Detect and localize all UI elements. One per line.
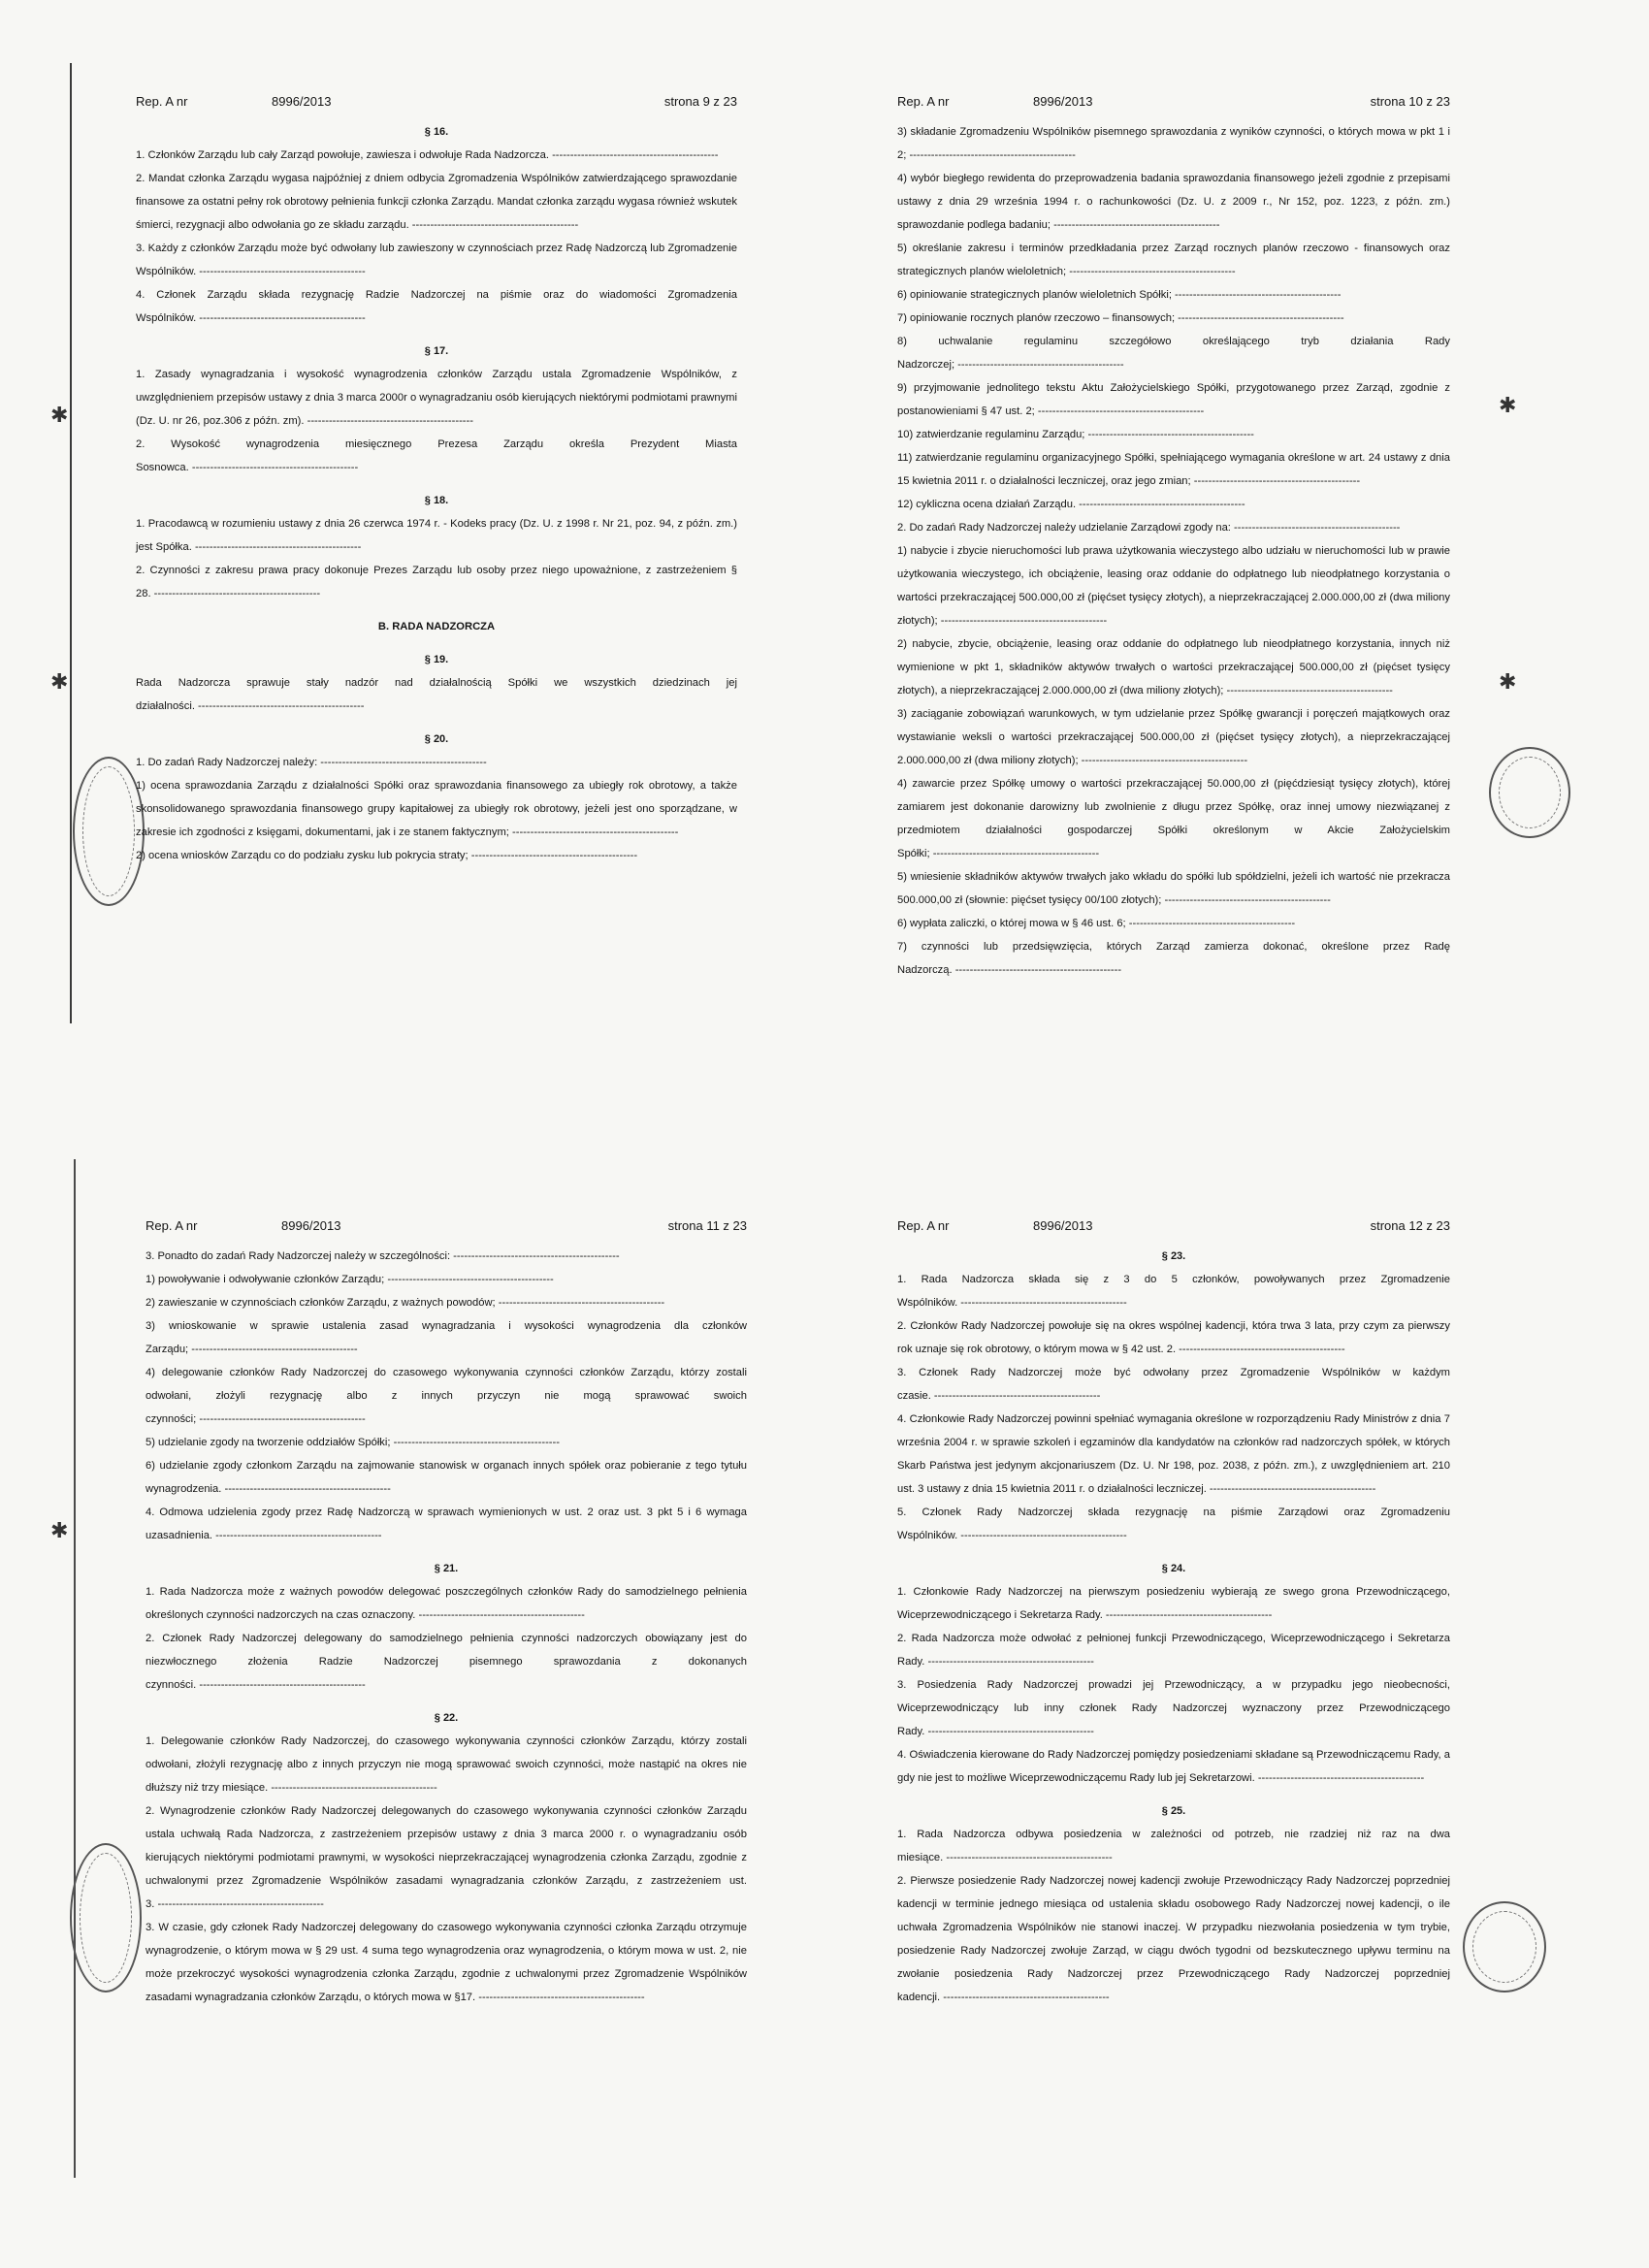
paragraph: 3) zaciąganie zobowiązań warunkowych, w tym udzielanie przez Spółkę gwarancji i poręczeń majątkowych oraz wystawianie weksli o wartości przekraczającej 500.000,00 zł (pięćset tysięcy złotych), a nieprzekraczającej 2.000.000,00 zł (dwa miliony złotych); ----- [897, 702, 1450, 772]
paragraph: 3. Każdy z członków Zarządu może być odwołany lub zawieszony w czynnościach przez Radę Nadzorczą lub Zgromadzenie Wspólników. ----- [136, 237, 737, 283]
section-heading: § 16. [424, 126, 449, 138]
header-rep-number: 8996/2013 [272, 94, 332, 109]
paragraph: 1. Członków Zarządu lub cały Zarząd powołuje, zawiesza i odwołuje Rada Nadzorcza. ----- [136, 144, 737, 167]
paragraph: 2. Rada Nadzorcza może odwołać z pełnionej funkcji Przewodniczącego, Wiceprzewodniczącego i Sekretarza Rady. ----- [897, 1627, 1450, 1673]
paragraph: 2) ocena wniosków Zarządu co do podziału zysku lub pokrycia straty; ----- [136, 844, 737, 867]
header-rep-number: 8996/2013 [281, 1218, 341, 1233]
document-page-12 [897, 1217, 1450, 2009]
chapter-title: B. RADA NADZORCZA [377, 621, 496, 632]
section-heading: § 25. [1161, 1805, 1186, 1817]
paragraph: 8) uchwalanie regulaminu szczegółowo określającego tryb działania Rady Nadzorczej; ----- [897, 330, 1450, 376]
punch-mark-4: ✱ [1499, 393, 1517, 417]
section-heading: § 18. [424, 495, 449, 506]
paragraph: 2. Pierwsze posiedzenie Rady Nadzorczej nowej kadencji zwołuje Przewodniczący Rady Nadzorczej poprzedniej kadencji w terminie jednego miesiąca od ustalenia składu osobowego Rady Nadzorczej nowej kadencji, o ile uchwała Zgromadzenia Wspólników nie stanowi inaczej. W przypadku niezwołania posiedzenia w tym trybie, posiedzenie Rady Nadzorczej zwołuje Zarząd, w ciągu dwóch tygodni od bezskutecznego upływu terminu na zwołanie posiedzenia Rady Nadzorczej przez Przewodniczącego Rady Nadzorczej poprzedniej kadencji. ----- [897, 1869, 1450, 2009]
paragraph: 4) delegowanie członków Rady Nadzorczej do czasowego wykonywania czynności członków Zarządu, którzy zostali odwołani, złożyli rezygnację albo z innych przyczyn nie mogą sprawować swoich czynności; ----- [146, 1361, 747, 1431]
paragraph: 6) udzielanie zgody członkom Zarządu na zajmowanie stanowisk w organach innych spółek oraz pobieranie z tego tytułu wynagrodzenia. ----- [146, 1454, 747, 1501]
binding-line-bottom [74, 1159, 76, 2178]
header-page-number: strona 9 z 23 [663, 94, 737, 109]
header-page-number: strona 12 z 23 [1370, 1218, 1450, 1233]
paragraph: 1) ocena sprawozdania Zarządu z działalności Spółki oraz sprawozdania finansowego za ubiegły rok obrotowy, a także skonsolidowanego sprawozdania finansowego grupy kapitałowej za ubiegły rok obrotowy, jeżeli jest ono sporządzane, w zakresie ich zgodności z księgami, dokumentami, jak i ze stanem faktycznym; ----- [136, 774, 737, 844]
paragraph: 2) zawieszanie w czynnościach członków Zarządu, z ważnych powodów; ----- [146, 1291, 747, 1314]
section-heading: § 23. [1161, 1250, 1186, 1262]
paragraph: 11) zatwierdzanie regulaminu organizacyjnego Spółki, spełniającego wymagania określone w art. 24 ustawy z dnia 15 kwietnia 2011 r. o działalności leczniczej, oraz jego zmian; ----- [897, 446, 1450, 493]
paragraph: 2. Członków Rady Nadzorczej powołuje się na okres wspólnej kadencji, która trwa 3 lata, przy czym za pierwszy rok uznaje się rok obrotowy, o którym mowa w § 42 ust. 2. ----- [897, 1314, 1450, 1361]
paragraph: 4. Oświadczenia kierowane do Rady Nadzorczej pomiędzy posiedzeniami składane są Przewodniczącemu Rady, a gdy nie jest to możliwe Wiceprzewodniczącemu Rady lub jej Sekretarzowi. ----- [897, 1743, 1450, 1790]
header-page-number: strona 11 z 23 [667, 1218, 747, 1233]
section-heading: § 20. [424, 733, 449, 745]
paragraph: 1) nabycie i zbycie nieruchomości lub prawa użytkowania wieczystego albo udziału w nieruchomości lub w prawie użytkowania wieczystego, ich obciążenie, leasing oraz oddanie do odpłatnego lub nieodpłatnego korzystania o wartości przekraczającej 500.000,00 zł (pięćset tysięcy złotych), a nieprzekraczającej 2.000.000,00 zł (dwa miliony złotych); ----- [897, 539, 1450, 632]
paragraph: 1) powoływanie i odwoływanie członków Zarządu; ----- [146, 1268, 747, 1291]
paragraph: 2. Do zadań Rady Nadzorczej należy udzielanie Zarządowi zgody na: ----- [897, 516, 1450, 539]
paragraph: 9) przyjmowanie jednolitego tekstu Aktu Założycielskiego Spółki, przygotowanego przez Zarząd, zgodnie z postanowieniami § 47 ust. 2; ----- [897, 376, 1450, 423]
paragraph: 3. Ponadto do zadań Rady Nadzorczej należy w szczególności: ----- [146, 1245, 747, 1268]
paragraph: 3) składanie Zgromadzeniu Wspólników pisemnego sprawozdania z wyników czynności, o których mowa w pkt 1 i 2; ----- [897, 120, 1450, 167]
paragraph: 10) zatwierdzanie regulaminu Zarządu; ----- [897, 423, 1450, 446]
section-heading: § 24. [1161, 1563, 1186, 1574]
page-header [897, 1217, 1450, 1235]
paragraph: 6) opiniowanie strategicznych planów wieloletnich Spółki; ----- [897, 283, 1450, 307]
punch-mark-5: ✱ [1499, 669, 1517, 694]
paragraph: 4) wybór biegłego rewidenta do przeprowadzenia badania sprawozdania finansowego jeżeli zgodnie z przepisami ustawy z dnia 29 września 1994 r. o rachunkowości (Dz. U. z 2009 r., Nr 152, poz. 1223, z późn. zm.) sprawozdanie podlega badaniu; ----- [897, 167, 1450, 237]
document-page-10 [897, 93, 1450, 982]
header-rep-number: 8996/2013 [1033, 1218, 1093, 1233]
paragraph: 4. Członkowie Rady Nadzorczej powinni spełniać wymagania określone w rozporządzeniu Rady Ministrów z dnia 7 września 2004 r. w sprawie szkoleń i egzaminów dla kandydatów na członków rad nadzorczych spółek, w których Skarb Państwa jest jedynym akcjonariuszem (Dz. U. Nr 198, poz. 2038, z późn. zm.), z uwzględnieniem art. 210 ust. 3 ustawy z dnia 15 kwietnia 2011 r. o działalności leczniczej. ----- [897, 1408, 1450, 1501]
header-page-number: strona 10 z 23 [1370, 94, 1450, 109]
punch-mark-3: ✱ [50, 1518, 69, 1542]
stamp-left-bottom [70, 1843, 142, 1993]
paragraph: 5) określanie zakresu i terminów przedkładania przez Zarząd rocznych planów rzeczowo - finansowych oraz strategicznych planów wieloletnich; ----- [897, 237, 1450, 283]
punch-mark-2: ✱ [50, 669, 69, 694]
paragraph: 1. Zasady wynagradzania i wysokość wynagrodzenia członków Zarządu ustala Zgromadzenie Wspólników, z uwzględnieniem przepisów ustawy z dnia 3 marca 2000r o wynagradzaniu osób kierujących niektórymi podmiotami prawnymi (Dz. U. nr 26, poz.306 z późn. zm). ----- [136, 363, 737, 433]
page-header [136, 93, 737, 111]
paragraph: 2. Wynagrodzenie członków Rady Nadzorczej delegowanych do czasowego wykonywania czynności członków Zarządu ustala uchwałą Rada Nadzorcza, z zastrzeżeniem przepisów ustawy z dnia 3 marca 2000 r. o wynagradzaniu osób kierujących niektórymi podmiotami prawnymi, w wysokości nieprzekraczającej wynagrodzenia członka Zarządu, zgodnie z uchwalonymi przez Zgromadzenie Wspólników zasadami wynagradzania członków Zarządu, z zastrzeżeniem ust. 3. ----- [146, 1799, 747, 1916]
paragraph: 3) wnioskowanie w sprawie ustalenia zasad wynagradzania i wysokości wynagrodzenia dla członków Zarządu; ----- [146, 1314, 747, 1361]
paragraph: 5. Członek Rady Nadzorczej składa rezygnację na piśmie Zarządowi oraz Zgromadzeniu Wspólników. ----- [897, 1501, 1450, 1547]
document-page-9 [136, 93, 737, 867]
paragraph: 1. Delegowanie członków Rady Nadzorczej, do czasowego wykonywania czynności członków Zarządu, którzy zostali odwołani, złożyli rezygnację albo z innych przyczyn nie mogą sprawować swoich czynności, może nastąpić na okres nie dłuższy niż trzy miesiące. ----- [146, 1730, 747, 1799]
paragraph: 3. Posiedzenia Rady Nadzorczej prowadzi jej Przewodniczący, a w przypadku jego nieobecności, Wiceprzewodniczący lub inny członek Rady Nadzorczej wyznaczony przez Przewodniczącego Rady. ----- [897, 1673, 1450, 1743]
paragraph: 3. Członek Rady Nadzorczej może być odwołany przez Zgromadzenie Wspólników w każdym czasie. ----- [897, 1361, 1450, 1408]
paragraph: 5) wniesienie składników aktywów trwałych jako wkładu do spółki lub spółdzielni, jeżeli ich wartość nie przekracza 500.000,00 zł (słownie: pięćset tysięcy 00/100 złotych); ----- [897, 865, 1450, 912]
paragraph: 12) cykliczna ocena działań Zarządu. ----- [897, 493, 1450, 516]
header-rep-label: Rep. A nr [136, 94, 188, 109]
header-rep-label: Rep. A nr [146, 1218, 198, 1233]
page-header [146, 1217, 747, 1235]
stamp-left-top [73, 757, 145, 906]
stamp-right-top [1489, 747, 1570, 838]
stamp-right-bottom [1463, 1901, 1546, 1993]
punch-mark-1: ✱ [50, 403, 69, 427]
paragraph: 2. Czynności z zakresu prawa pracy dokonuje Prezes Zarządu lub osoby przez niego upoważnione, z zastrzeżeniem § 28. ----- [136, 559, 737, 605]
paragraph: 4. Członek Zarządu składa rezygnację Radzie Nadzorczej na piśmie oraz do wiadomości Zgromadzenia Wspólników. ----- [136, 283, 737, 330]
paragraph: 7) opiniowanie rocznych planów rzeczowo – finansowych; ----- [897, 307, 1450, 330]
header-rep-label: Rep. A nr [897, 94, 950, 109]
paragraph: 4. Odmowa udzielenia zgody przez Radę Nadzorczą w sprawach wymienionych w ust. 2 oraz ust. 3 pkt 5 i 6 wymaga uzasadnienia. ----- [146, 1501, 747, 1547]
paragraph: 1. Rada Nadzorcza odbywa posiedzenia w zależności od potrzeb, nie rzadziej niż raz na dwa miesiące. ----- [897, 1823, 1450, 1869]
page-header [897, 93, 1450, 111]
paragraph: 3. W czasie, gdy członek Rady Nadzorczej delegowany do czasowego wykonywania czynności członka Zarządu otrzymuje wynagrodzenie, o którym mowa w § 29 ust. 4 suma tego wynagrodzenia oraz wynagrodzenia, o którym mowa w ust. 2, nie może przekroczyć wysokości wynagrodzenia członka Zarządu, zgodnie z uchwalonymi przez Zgromadzenie Wspólników zasadami wynagradzania członków Zarządu, o których mowa w §17. ----- [146, 1916, 747, 2009]
paragraph: 1. Rada Nadzorcza składa się z 3 do 5 członków, powoływanych przez Zgromadzenie Wspólników. ----- [897, 1268, 1450, 1314]
section-heading: § 17. [424, 345, 449, 357]
paragraph: Rada Nadzorcza sprawuje stały nadzór nad działalnością Spółki we wszystkich dziedzinach jej działalności. ----- [136, 671, 737, 718]
paragraph: 5) udzielanie zgody na tworzenie oddziałów Spółki; ----- [146, 1431, 747, 1454]
section-heading: § 19. [424, 654, 449, 665]
paragraph: 1. Do zadań Rady Nadzorczej należy: ----- [136, 751, 737, 774]
paragraph: 1. Członkowie Rady Nadzorczej na pierwszym posiedzeniu wybierają ze swego grona Przewodniczącego, Wiceprzewodniczącego i Sekretarza Rady. ----- [897, 1580, 1450, 1627]
paragraph: 2. Wysokość wynagrodzenia miesięcznego Prezesa Zarządu określa Prezydent Miasta Sosnowca. ----- [136, 433, 737, 479]
section-heading: § 22. [434, 1712, 459, 1724]
paragraph: 1. Pracodawcą w rozumieniu ustawy z dnia 26 czerwca 1974 r. - Kodeks pracy (Dz. U. z 1998 r. Nr 21, poz. 94, z późn. zm.) jest Spółka. ----- [136, 512, 737, 559]
paragraph: 7) czynności lub przedsięwzięcia, których Zarząd zamierza dokonać, określone przez Radę Nadzorczą. ----- [897, 935, 1450, 982]
paragraph: 1. Rada Nadzorcza może z ważnych powodów delegować poszczególnych członków Rady do samodzielnego pełnienia określonych czynności nadzorczych na czas oznaczony. ----- [146, 1580, 747, 1627]
paragraph: 2. Mandat członka Zarządu wygasa najpóźniej z dniem odbycia Zgromadzenia Wspólników zatwierdzającego sprawozdanie finansowe za ostatni pełny rok obrotowy pełnienia funkcji członka Zarządu. Mandat członka zarządu wygasa również wskutek śmierci, rezygnacji albo odwołania go ze składu zarządu. ----- [136, 167, 737, 237]
binding-line-top [70, 63, 72, 1023]
header-rep-number: 8996/2013 [1033, 94, 1093, 109]
paragraph: 2) nabycie, zbycie, obciążenie, leasing oraz oddanie do odpłatnego lub nieodpłatnego korzystania, innych niż wymienione w pkt 1, składników aktywów trwałych o wartości przekraczającej 500.000,00 zł (pięćset tysięcy złotych), a nieprzekraczającej 2.000.000,00 zł (dwa miliony złotych); ----- [897, 632, 1450, 702]
paragraph: 6) wypłata zaliczki, o której mowa w § 46 ust. 6; ----- [897, 912, 1450, 935]
paragraph: 4) zawarcie przez Spółkę umowy o wartości przekraczającej 50.000,00 zł (pięćdziesiąt tysięcy złotych), której zamiarem jest dokonanie darowizny lub zwolnienie z długu przez Spółkę, oraz innej umowy niezwiązanej z przedmiotem działalności gospodarczej Spółki określonym w Akcie Założycielskim Spółki; ----- [897, 772, 1450, 865]
header-rep-label: Rep. A nr [897, 1218, 950, 1233]
section-heading: § 21. [434, 1563, 459, 1574]
document-page-11 [146, 1217, 747, 2009]
paragraph: 2. Członek Rady Nadzorczej delegowany do samodzielnego pełnienia czynności nadzorczych obowiązany jest do niezwłocznego złożenia Radzie Nadzorczej pisemnego sprawozdania z dokonanych czynności. ----- [146, 1627, 747, 1697]
